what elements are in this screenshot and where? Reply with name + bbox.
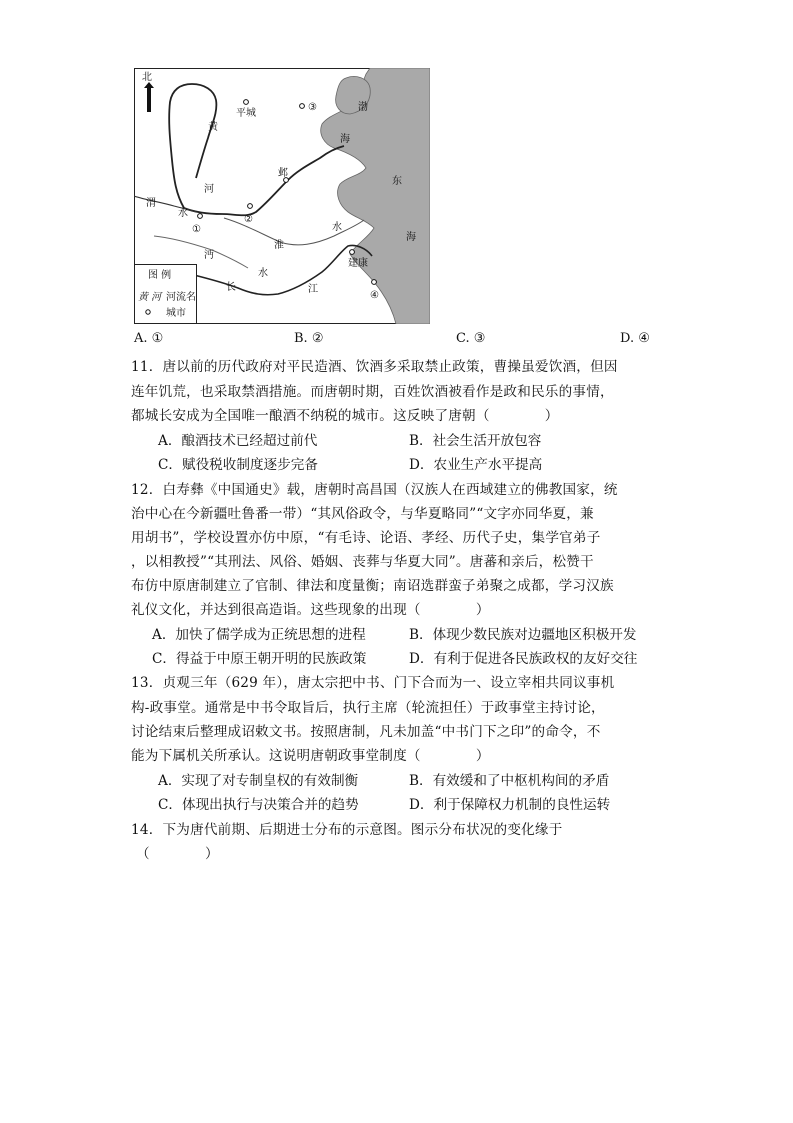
- q12-stem-line-6: 礼仪文化，并达到很高造诣。这些现象的出现（ ）: [131, 602, 490, 618]
- city-ye: 邺: [278, 168, 288, 179]
- mian-label: 沔: [204, 250, 214, 261]
- q13-option-d[interactable]: D．利于保障权力机制的良性运转: [409, 797, 611, 813]
- q12-stem-line-3: 用胡书”，学校设置亦仿中原，“有毛诗、论语、孝经、历代子史，集学官弟子: [131, 530, 601, 546]
- wei-label: 渭: [146, 198, 156, 209]
- point-3-label: ③: [308, 102, 317, 113]
- question-map: [134, 68, 430, 324]
- mian-shui-label: 水: [258, 268, 268, 279]
- q12-stem-line-1: 12．白寿彝《中国通史》载，唐朝时高昌国（汉族人在西域建立的佛教国家，统: [131, 482, 618, 498]
- q11-option-a[interactable]: A．酿酒技术已经超过前代: [158, 433, 318, 449]
- q11-stem-line-2: 连年饥荒，也采取禁酒措施。而唐朝时期，百姓饮酒被看作是政和民乐的事情，: [131, 384, 614, 400]
- q10-option-d[interactable]: D. ④: [620, 331, 650, 346]
- map-legend: [135, 265, 197, 324]
- q12-stem-line-4: ，以相教授”“其刑法、风俗、婚姻、丧葬与华夏大同”。唐蕃和亲后，松赞干: [131, 554, 594, 570]
- q11-option-d[interactable]: D．农业生产水平提高: [409, 457, 543, 473]
- huai-shui-label: 水: [332, 222, 342, 233]
- legend-river-name: 黄 河: [138, 292, 162, 303]
- wei-shui-label: 水: [178, 208, 188, 219]
- q13-option-c[interactable]: C．体现出执行与决策合并的趋势: [158, 797, 359, 813]
- q10-option-c[interactable]: C. ③: [456, 331, 486, 346]
- q13-stem-line-4: 能为下属机关所承认。这说明唐朝政事堂制度（ ）: [131, 748, 490, 764]
- q10-option-a[interactable]: A. ①: [134, 331, 164, 346]
- q11-stem-line-1: 11．唐以前的历代政府对平民造酒、饮酒多采取禁止政策，曹操虽爱饮酒，但因: [131, 359, 618, 375]
- q13-option-b[interactable]: B．有效缓和了中枢机构间的矛盾: [409, 773, 610, 789]
- q11-stem-line-3: 都城长安成为全国唯一酿酒不纳税的城市。这反映了唐朝（ ）: [131, 408, 559, 424]
- q14-stem-line-2: （ ）: [136, 846, 219, 862]
- jiang-label: 江: [308, 284, 318, 295]
- he-label: 河: [204, 184, 214, 195]
- q14-stem-line-1: 14．下为唐代前期、后期进士分布的示意图。图示分布状况的变化缘于: [131, 822, 563, 838]
- q13-option-a[interactable]: A．实现了对专制皇权的有效制衡: [158, 773, 359, 789]
- q12-option-c[interactable]: C．得益于中原王朝开明的民族政策: [152, 651, 367, 667]
- q10-options: [134, 331, 674, 351]
- q12-stem-line-5: 布仿中原唐制建立了官制、律法和度量衡；南诏选群蛮子弟聚之成都，学习汉族: [131, 578, 614, 594]
- q13-stem-line-1: 13．贞观三年（629 年），唐太宗把中书、门下合而为一、设立宰相共同议事机: [131, 675, 615, 691]
- dong-label: 东: [392, 176, 402, 187]
- chang-label: 长: [226, 282, 236, 293]
- city-pingcheng: 平城: [236, 108, 256, 119]
- huang-label: 黄: [208, 122, 218, 133]
- q12-option-a[interactable]: A．加快了儒学成为正统思想的进程: [152, 627, 366, 643]
- legend-river-label: 河流名: [166, 292, 196, 303]
- bohai-label-1: 渤: [358, 102, 368, 113]
- q11-option-c[interactable]: C．赋役税收制度逐步完备: [158, 457, 318, 473]
- q12-stem-line-2: 治中心在今新疆吐鲁番一带）“其风俗政令，与华夏略同”“文字亦同华夏，兼: [131, 506, 594, 522]
- point-1-label: ①: [192, 224, 201, 235]
- q12-option-b[interactable]: B．体现少数民族对边疆地区积极开发: [409, 627, 637, 643]
- q12-option-d[interactable]: D．有利于促进各民族政权的友好交往: [409, 651, 638, 667]
- point-2-label: ②: [244, 214, 253, 225]
- legend-title: 图 例: [148, 270, 172, 281]
- hai-label: 海: [406, 232, 416, 243]
- city-jiankang: 建康: [348, 258, 368, 269]
- north-label: 北: [142, 72, 152, 83]
- q13-stem-line-2: 构-政事堂。通常是中书令取旨后，执行主席（轮流担任）于政事堂主持讨论，: [131, 700, 605, 716]
- q13-stem-line-3: 讨论结束后整理成诏敕文书。按照唐制，凡未加盖“中书门下之印”的命令，不: [131, 724, 601, 740]
- q11-option-b[interactable]: B．社会生活开放包容: [409, 433, 542, 449]
- point-4-label: ④: [370, 290, 379, 301]
- legend-city-label: 城市: [166, 308, 186, 319]
- q10-option-b[interactable]: B. ②: [294, 331, 324, 346]
- bohai-label-2: 海: [340, 134, 350, 145]
- huai-label: 淮: [274, 240, 284, 251]
